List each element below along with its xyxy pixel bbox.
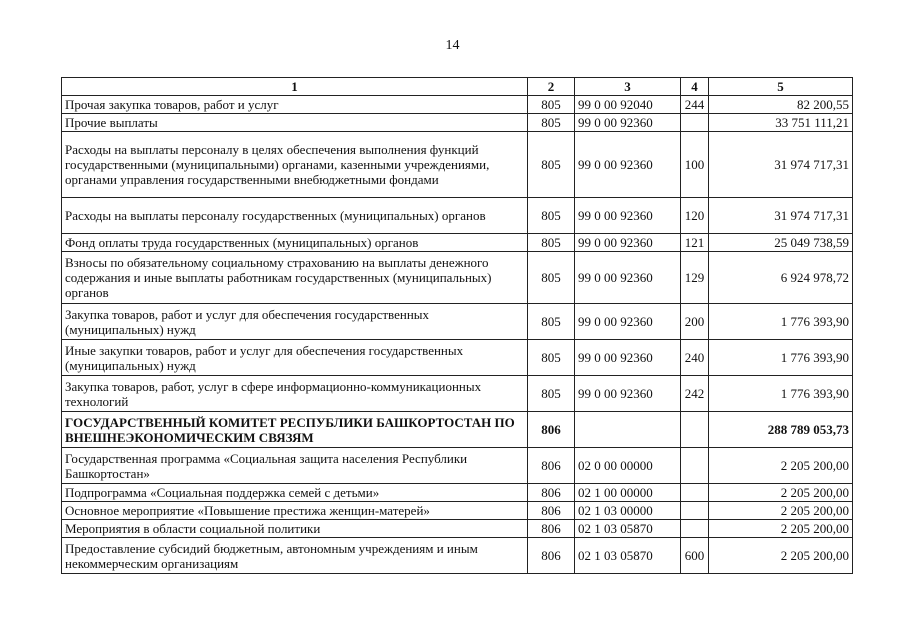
- table-row: [62, 234, 853, 252]
- row-ministry-code: 805: [528, 132, 575, 198]
- row-ministry-code: 806: [528, 412, 575, 448]
- row-expense-type: 240: [681, 340, 709, 376]
- table-row: [62, 114, 853, 132]
- table-row: [62, 502, 853, 520]
- table-row: [62, 520, 853, 538]
- row-ministry-code: 806: [528, 484, 575, 502]
- row-target-code: 02 1 03 05870: [575, 520, 681, 538]
- header-col-4: 4: [681, 78, 709, 96]
- row-sum: 1 776 393,90: [709, 304, 853, 340]
- row-sum: 2 205 200,00: [709, 484, 853, 502]
- row-expense-type: [681, 448, 709, 484]
- row-name: Расходы на выплаты персоналу государственных (муниципальных) органов: [62, 198, 528, 234]
- row-name: Прочие выплаты: [62, 114, 528, 132]
- row-sum: 2 205 200,00: [709, 538, 853, 574]
- row-target-code: 99 0 00 92360: [575, 114, 681, 132]
- row-ministry-code: 806: [528, 538, 575, 574]
- page-number: 14: [445, 38, 460, 53]
- row-expense-type: 100: [681, 132, 709, 198]
- row-target-code: 99 0 00 92360: [575, 132, 681, 198]
- row-name: Взносы по обязательному социальному страхованию на выплаты денежного содержания и иные выплаты работникам государственных (муниципальных) органов: [62, 252, 528, 304]
- row-sum: 31 974 717,31: [709, 132, 853, 198]
- row-name: Фонд оплаты труда государственных (муниципальных) органов: [62, 234, 528, 252]
- row-sum: 6 924 978,72: [709, 252, 853, 304]
- row-ministry-code: 805: [528, 376, 575, 412]
- row-sum: 2 205 200,00: [709, 520, 853, 538]
- row-expense-type: 600: [681, 538, 709, 574]
- header-col-1: 1: [62, 78, 528, 96]
- budget-table-body: [62, 78, 853, 574]
- row-target-code: [575, 412, 681, 448]
- row-target-code: 02 1 03 00000: [575, 502, 681, 520]
- row-sum: 1 776 393,90: [709, 340, 853, 376]
- row-target-code: 99 0 00 92360: [575, 376, 681, 412]
- row-expense-type: 242: [681, 376, 709, 412]
- table-row: [62, 448, 853, 484]
- table-row: [62, 412, 853, 448]
- table-row: [62, 198, 853, 234]
- row-name: Подпрограмма «Социальная поддержка семей с детьми»: [62, 484, 528, 502]
- row-target-code: 02 0 00 00000: [575, 448, 681, 484]
- row-name: Предоставление субсидий бюджетным, автономным учреждениям и иным некоммерческим организациям: [62, 538, 528, 574]
- row-target-code: 99 0 00 92360: [575, 252, 681, 304]
- row-ministry-code: 805: [528, 114, 575, 132]
- row-ministry-code: 805: [528, 96, 575, 114]
- row-sum: 31 974 717,31: [709, 198, 853, 234]
- row-expense-type: 200: [681, 304, 709, 340]
- row-expense-type: 121: [681, 234, 709, 252]
- budget-table: [61, 77, 853, 574]
- row-sum: 82 200,55: [709, 96, 853, 114]
- row-ministry-code: 805: [528, 234, 575, 252]
- row-name: Расходы на выплаты персоналу в целях обеспечения выполнения функций государственными (муниципальными) органами, казенными учреждениями, органами управления государственными внебюджетными фондами: [62, 132, 528, 198]
- row-ministry-code: 806: [528, 520, 575, 538]
- row-expense-type: [681, 412, 709, 448]
- row-sum: 288 789 053,73: [709, 412, 853, 448]
- row-target-code: 02 1 03 05870: [575, 538, 681, 574]
- row-name: Государственная программа «Социальная защита населения Республики Башкортостан»: [62, 448, 528, 484]
- row-ministry-code: 805: [528, 304, 575, 340]
- row-name: Мероприятия в области социальной политики: [62, 520, 528, 538]
- table-row: [62, 304, 853, 340]
- row-name: Прочая закупка товаров, работ и услуг: [62, 96, 528, 114]
- row-name: ГОСУДАРСТВЕННЫЙ КОМИТЕТ РЕСПУБЛИКИ БАШКОРТОСТАН ПО ВНЕШНЕЭКОНОМИЧЕСКИМ СВЯЗЯМ: [62, 412, 528, 448]
- row-ministry-code: 805: [528, 198, 575, 234]
- row-target-code: 02 1 00 00000: [575, 484, 681, 502]
- row-ministry-code: 805: [528, 340, 575, 376]
- row-sum: 25 049 738,59: [709, 234, 853, 252]
- row-target-code: 99 0 00 92360: [575, 234, 681, 252]
- row-sum: 2 205 200,00: [709, 502, 853, 520]
- row-name: Иные закупки товаров, работ и услуг для обеспечения государственных (муниципальных) нужд: [62, 340, 528, 376]
- row-name: Основное мероприятие «Повышение престижа женщин-матерей»: [62, 502, 528, 520]
- row-target-code: 99 0 00 92360: [575, 304, 681, 340]
- row-name: Закупка товаров, работ, услуг в сфере информационно-коммуникационных технологий: [62, 376, 528, 412]
- row-ministry-code: 806: [528, 502, 575, 520]
- table-row: [62, 340, 853, 376]
- row-expense-type: [681, 114, 709, 132]
- row-expense-type: [681, 502, 709, 520]
- table-row: [62, 484, 853, 502]
- table-row: [62, 538, 853, 574]
- table-row: [62, 252, 853, 304]
- row-target-code: 99 0 00 92360: [575, 340, 681, 376]
- row-target-code: 99 0 00 92040: [575, 96, 681, 114]
- row-expense-type: 244: [681, 96, 709, 114]
- table-row: [62, 132, 853, 198]
- row-target-code: 99 0 00 92360: [575, 198, 681, 234]
- header-col-2: 2: [528, 78, 575, 96]
- header-col-3: 3: [575, 78, 681, 96]
- row-expense-type: [681, 484, 709, 502]
- header-row: [62, 78, 853, 96]
- table-row: [62, 96, 853, 114]
- row-expense-type: 129: [681, 252, 709, 304]
- row-ministry-code: 805: [528, 252, 575, 304]
- row-ministry-code: 806: [528, 448, 575, 484]
- row-expense-type: 120: [681, 198, 709, 234]
- header-col-5: 5: [709, 78, 853, 96]
- row-expense-type: [681, 520, 709, 538]
- row-name: Закупка товаров, работ и услуг для обеспечения государственных (муниципальных) нужд: [62, 304, 528, 340]
- row-sum: 33 751 111,21: [709, 114, 853, 132]
- table-row: [62, 376, 853, 412]
- row-sum: 1 776 393,90: [709, 376, 853, 412]
- row-sum: 2 205 200,00: [709, 448, 853, 484]
